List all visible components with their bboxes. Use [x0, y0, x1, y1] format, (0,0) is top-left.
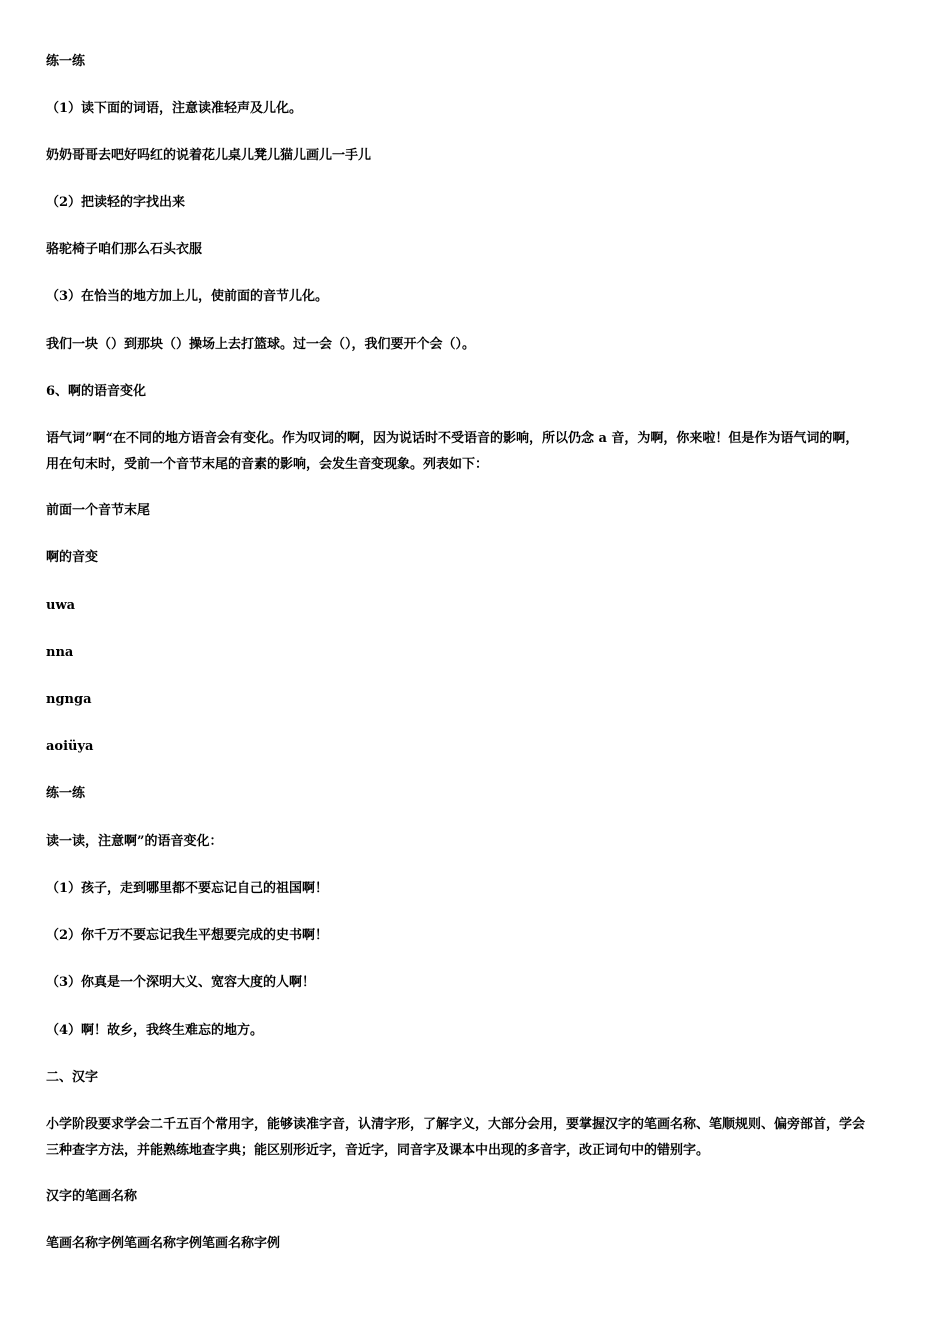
paragraph-line: 三种查字方法，并能熟练地查字典；能区别形近字，音近字，同音字及课本中出现的多音字，改正词句中的错别字。 — [46, 1143, 710, 1158]
hanzi-paragraph — [46, 1112, 912, 1164]
paragraph-line: 语气词”啊“在不同的地方语音会有变化。作为叹词的啊，因为说话时不受语音的影响，所以仍念 a 音，为啊，你来啦！但是作为语气词的啊， — [46, 431, 859, 446]
exercise-2-instruction: （2）把读轻的字找出来 — [46, 195, 186, 210]
stroke-names-heading: 汉字的笔画名称 — [46, 1189, 138, 1204]
table-row-ng: ngnga — [46, 692, 92, 707]
stroke-table-header: 笔画名称字例笔画名称字例笔画名称字例 — [46, 1236, 281, 1251]
exercise-2-words: 骆驼椅子咱们那么石头衣服 — [46, 242, 203, 257]
reading-sentence-2: （2）你千万不要忘记我生平想要完成的史书啊！ — [46, 928, 329, 943]
table-row-n: nna — [46, 645, 74, 660]
paragraph-line: 用在句末时，受前一个音节末尾的音素的影响，会发生音变现象。列表如下： — [46, 457, 489, 472]
table-row-vowels: aoiüya — [46, 739, 94, 754]
reading-sentence-3: （3）你真是一个深明大义、宽容大度的人啊！ — [46, 975, 316, 990]
section-heading-hanzi: 二、汉字 — [46, 1070, 99, 1085]
section-heading-practice: 练一练 — [46, 54, 86, 69]
table-header-a-variation: 啊的音变 — [46, 550, 99, 565]
section-heading-a-variation: 6、啊的语音变化 — [46, 384, 147, 399]
table-row-u: uwa — [46, 598, 76, 613]
exercise-3-instruction: （3）在恰当的地方加上儿，使前面的音节儿化。 — [46, 289, 329, 304]
exercise-1-instruction: （1）读下面的词语，注意读准轻声及儿化。 — [46, 101, 303, 116]
table-header-preceding-ending: 前面一个音节末尾 — [46, 503, 151, 518]
exercise-3-sentence: 我们一块（）到那块（）操场上去打篮球。过一会（），我们要开个会（）。 — [46, 337, 476, 352]
reading-instruction: 读一读，注意啊”的语音变化： — [46, 834, 223, 849]
paragraph-line: 小学阶段要求学会二千五百个常用字，能够读准字音，认清字形，了解字义，大部分会用，要掌握汉字的笔画名称、笔顺规则、偏旁部首，学会 — [46, 1117, 866, 1132]
section-heading-practice-2: 练一练 — [46, 786, 86, 801]
reading-sentence-1: （1）孩子，走到哪里都不要忘记自己的祖国啊！ — [46, 881, 329, 896]
exercise-1-words: 奶奶哥哥去吧好吗红的说着花儿桌儿凳儿猫儿画儿一手儿 — [46, 148, 372, 163]
a-variation-paragraph — [46, 426, 912, 478]
reading-sentence-4: （4）啊！故乡，我终生难忘的地方。 — [46, 1023, 264, 1038]
